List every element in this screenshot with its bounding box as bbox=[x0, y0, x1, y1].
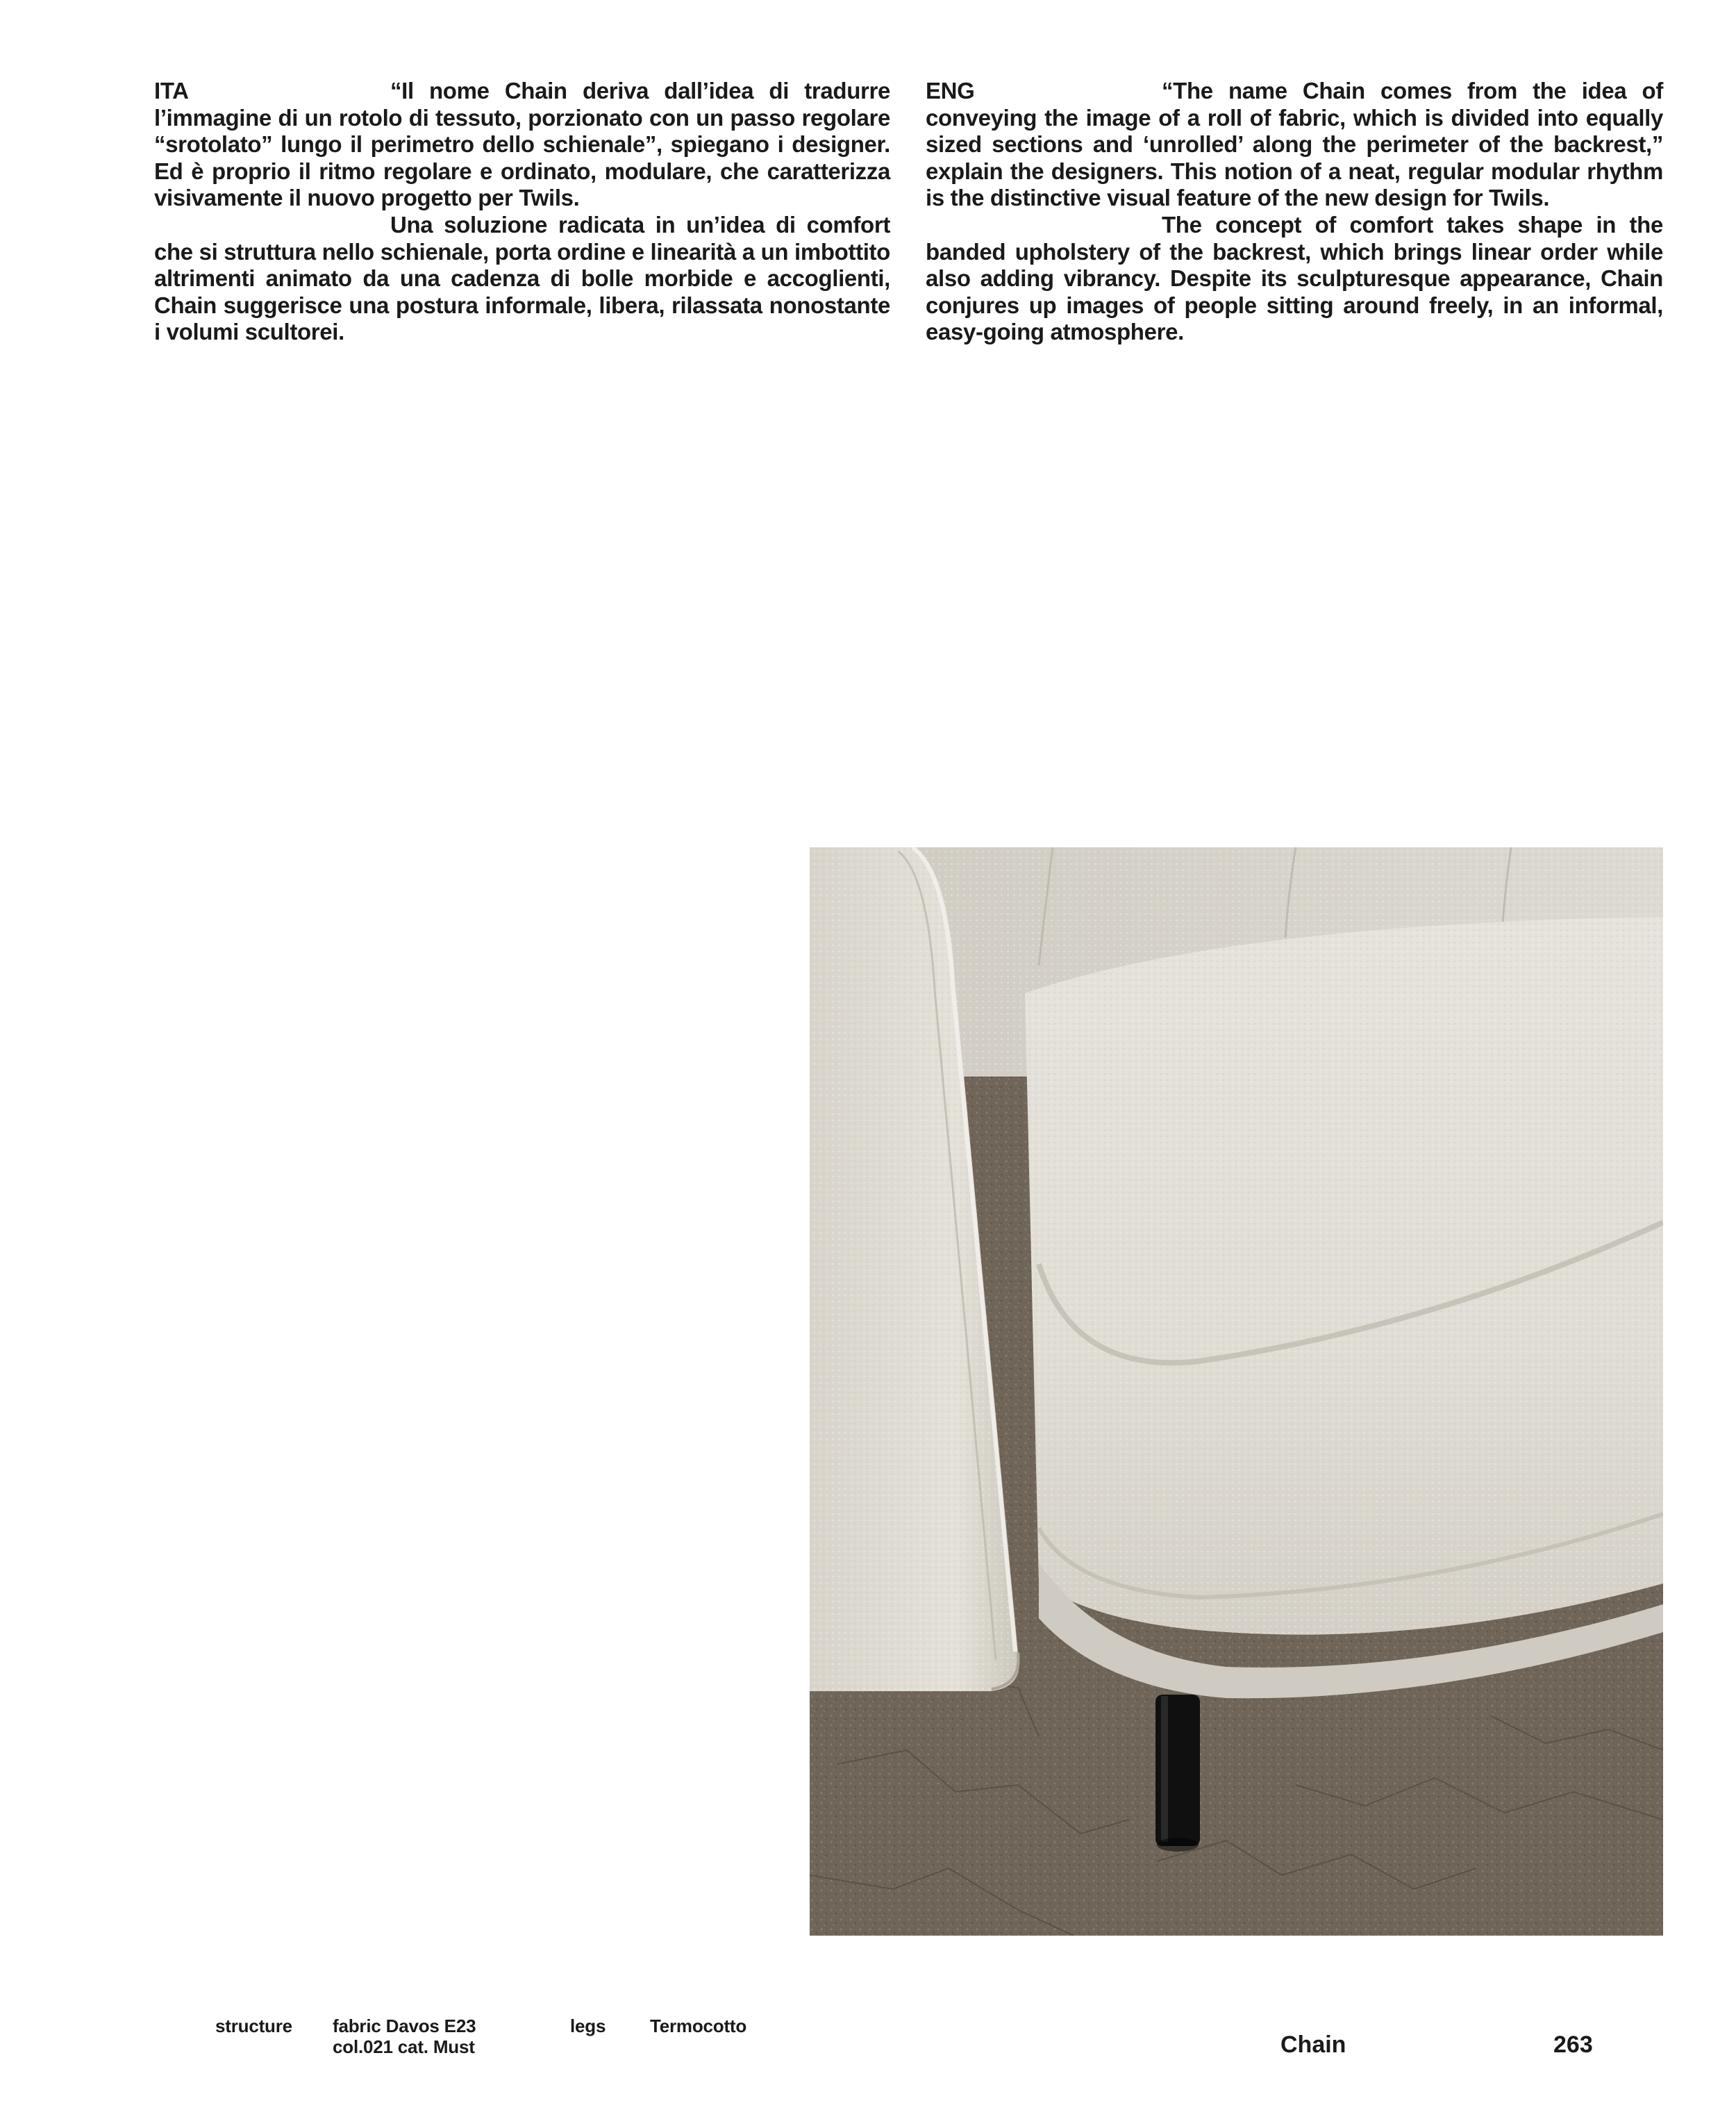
product-name: Chain bbox=[1280, 2031, 1346, 2058]
italian-paragraph-1-text: “Il nome Chain deriva dall’idea di tradurre l’immagine di un rotolo di tessuto, porzionato con un passo regolare “srotolato” lungo il perimetro dello schienale”, spiegano i designer. Ed è proprio il ritmo regolare e ordinato, modulare, che caratterizza visivamente il nuovo progetto per Twils. bbox=[154, 78, 890, 211]
english-paragraph-2 bbox=[926, 212, 1663, 346]
english-paragraph-2-text: The concept of comfort takes shape in the banded upholstery of the backrest, which brings linear order while also adding vibrancy. Despite its sculpturesque appearance, Chain conjures up images of people sitting around freely, in an informal, easy-going atmosphere. bbox=[926, 211, 1663, 345]
spec-structure-label: structure bbox=[215, 2016, 292, 2036]
spec-legs-value: Termocotto bbox=[650, 2016, 747, 2036]
italian-paragraph-2-text: Una soluzione radicata in un’idea di comfort che si struttura nello schienale, porta ordine e linearità a un imbottito altrimenti animato da una cadenza di bolle morbide e accoglienti, Chain suggerisce una postura informale, libera, rilassata nonostante i volumi scultorei. bbox=[154, 211, 890, 345]
language-label-eng: ENG bbox=[926, 78, 975, 103]
spec-legs-label: legs bbox=[570, 2016, 606, 2036]
spec-structure-value: fabric Davos E23 col.021 cat. Must bbox=[333, 2016, 476, 2057]
italian-paragraph-2 bbox=[154, 212, 890, 346]
italian-paragraph-1 bbox=[154, 78, 890, 212]
english-paragraph-1-text: “The name Chain comes from the idea of conveying the image of a roll of fabric, which is divided into equally sized sections and ‘unrolled’ along the perimeter of the backrest,” explain the designers. This notion of a neat, regular modular rhythm is the distinctive visual feature of the new design for Twils. bbox=[926, 78, 1663, 211]
armchair-photo bbox=[810, 847, 1663, 1936]
language-label-ita: ITA bbox=[154, 78, 189, 103]
italian-text-column bbox=[154, 78, 890, 346]
english-text-column bbox=[926, 78, 1663, 346]
page-number: 263 bbox=[1553, 2031, 1593, 2058]
english-paragraph-1 bbox=[926, 78, 1663, 212]
